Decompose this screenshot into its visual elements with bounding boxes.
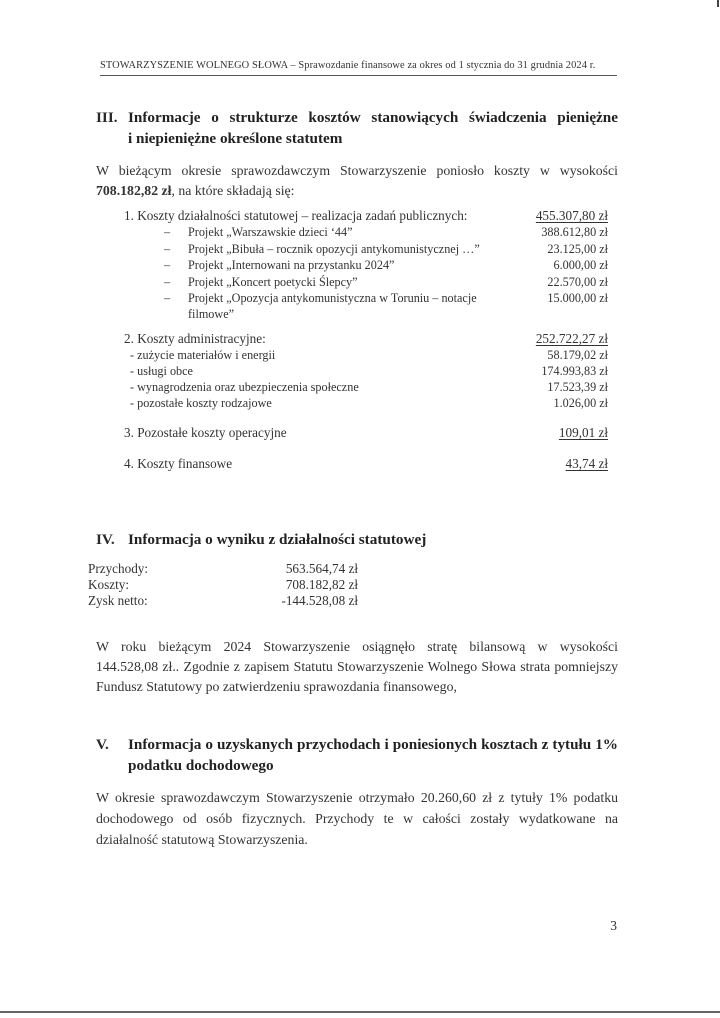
group-2-item-4-label: - pozostałe koszty rodzajowe — [130, 396, 272, 410]
section-5-number: V. — [96, 736, 109, 753]
group-2-item-2-value: 174.993,83 zł — [541, 364, 608, 378]
result-costs-label: Koszty: — [88, 577, 130, 592]
group-1-item-3-label: Projekt „Internowani na przystanku 2024” — [188, 258, 395, 272]
group-2-item-1-label: - zużycie materiałów i energii — [130, 348, 276, 362]
section-4-number: IV. — [96, 531, 115, 548]
section-4-para-line3: Fundusz Statutowy po zatwierdzeniu sprawozdania finansowego, — [96, 679, 457, 694]
list-dash: – — [164, 291, 171, 305]
scan-bottom-edge — [0, 1011, 720, 1013]
group-1-item-1-label: Projekt „Warszawskie dzieci ‘44” — [188, 225, 353, 239]
group-2-item-3-value: 17.523,39 zł — [547, 380, 608, 394]
section-3-intro-line1: W bieżącym okresie sprawozdawczym Stowarzyszenie poniosło koszty w wysokości — [96, 163, 618, 178]
group-1-item-2-value: 23.125,00 zł — [547, 242, 608, 256]
list-dash: – — [164, 242, 171, 256]
group-1-item-4-label: Projekt „Koncert poetycki Ślepcy” — [188, 275, 358, 289]
section-3-title-line1: Informacje o strukturze kosztów stanowiących świadczenia pieniężne — [128, 109, 618, 126]
scan-edge-mark — [717, 0, 719, 7]
section-5-para-line2: dochodowego od osób fizycznych. Przychody te w całości zostały wydatkowane na — [96, 811, 618, 826]
section-5-para-line1: W okresie sprawozdawczym Stowarzyszenie otrzymało 20.260,60 zł z tytuły 1% podatku — [96, 790, 618, 805]
group-1-item-5-value: 15.000,00 zł — [547, 291, 608, 305]
group-1-item-5-label: Projekt „Opozycja antykomunistyczna w Toruniu – notacje — [188, 291, 477, 305]
group-2-item-1-value: 58.179,02 zł — [547, 348, 608, 362]
section-3-title-line2: i niepieniężne określone statutem — [128, 130, 343, 147]
group-2-label: 2. Koszty administracyjne: — [124, 331, 266, 346]
section-3-intro-line2 — [96, 180, 618, 201]
section-3-intro-rest: , na które składają się: — [171, 183, 295, 198]
list-dash: – — [164, 275, 171, 289]
group-3-total: 109,01 zł — [558, 425, 608, 440]
group-2-item-2-label: - usługi obce — [130, 364, 193, 378]
group-2-total: 252.722,27 zł — [535, 331, 608, 346]
group-4-total: 43,74 zł — [565, 456, 608, 471]
group-1-total: 455.307,80 zł — [535, 208, 608, 223]
group-2-item-4-value: 1.026,00 zł — [553, 396, 608, 410]
list-dash: – — [164, 258, 171, 272]
group-1-item-5-label-cont: filmowe” — [188, 307, 235, 321]
result-net-label: Zysk netto: — [88, 593, 148, 608]
page-number: 3 — [610, 918, 617, 933]
section-5-para-line3: działalność statutową Stowarzyszenia. — [96, 832, 308, 847]
section-4-title: Informacja o wyniku z działalności statutowej — [128, 531, 427, 548]
section-5-title-line1: Informacja o uzyskanych przychodach i poniesionych kosztach z tytułu 1% — [128, 736, 618, 753]
group-2-item-3-label: - wynagrodzenia oraz ubezpieczenia społeczne — [130, 380, 359, 394]
header-rule — [100, 75, 617, 76]
group-1-item-2-label: Projekt „Bibuła – rocznik opozycji antykomunistycznej …” — [188, 242, 480, 256]
result-costs-value: 708.182,82 zł — [285, 577, 358, 592]
group-1-item-4-value: 22.570,00 zł — [547, 275, 608, 289]
list-dash: – — [164, 225, 171, 239]
total-costs-amount: 708.182,82 zł — [96, 183, 172, 198]
section-3-number: III. — [96, 109, 118, 126]
result-net-value: -144.528,08 zł — [281, 593, 358, 608]
section-4-para-line2: 144.528,08 zł.. Zgodnie z zapisem Statutu Stowarzyszenie Wolnego Słowa strata pomniejszy — [96, 659, 618, 674]
section-5-title-line2: podatku dochodowego — [128, 757, 274, 774]
group-3-label: 3. Pozostałe koszty operacyjne — [124, 425, 287, 440]
group-1-label: 1. Koszty działalności statutowej – realizacja zadań publicznych: — [124, 208, 468, 223]
result-income-label: Przychody: — [88, 561, 149, 576]
group-4-label: 4. Koszty finansowe — [124, 456, 233, 471]
running-header: STOWARZYSZENIE WOLNEGO SŁOWA – Sprawozdanie finansowe za okres od 1 stycznia do 31 grudnia 2024 r. — [100, 60, 596, 71]
section-4-para-line1: W roku bieżącym 2024 Stowarzyszenie osiągnęło stratę bilansową w wysokości — [96, 639, 618, 654]
result-income-value: 563.564,74 zł — [285, 561, 358, 576]
group-1-item-3-value: 6.000,00 zł — [553, 258, 608, 272]
group-1-item-1-value: 388.612,80 zł — [541, 225, 608, 239]
